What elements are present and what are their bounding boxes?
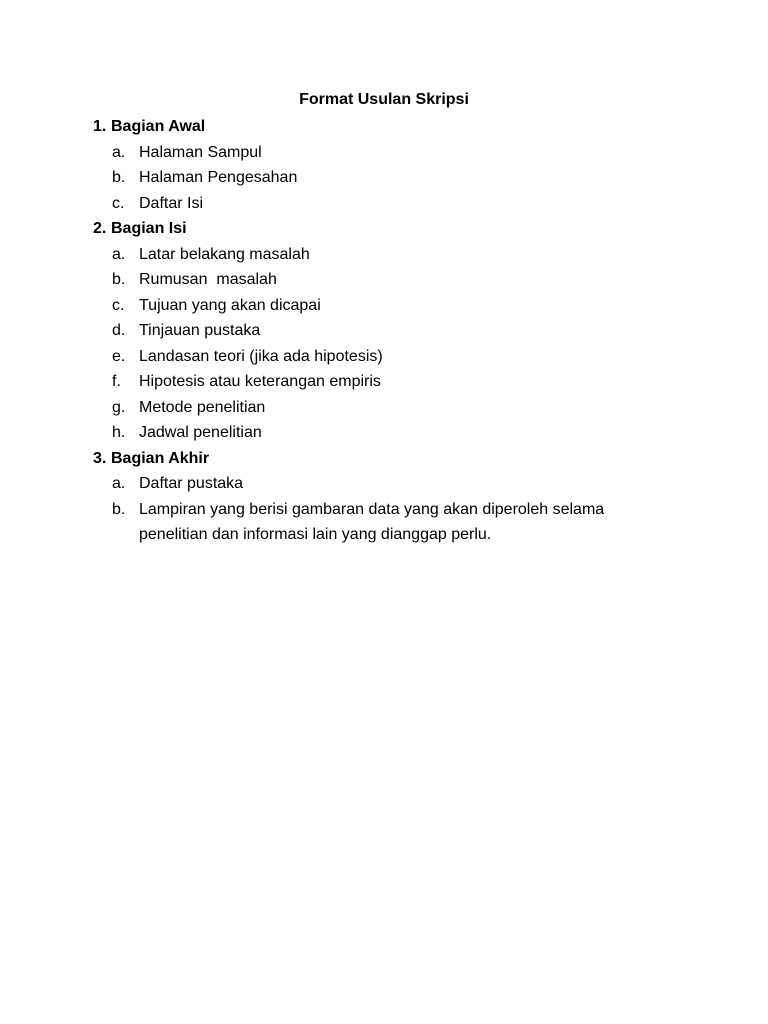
list-item [93, 344, 673, 370]
item-marker: b. [112, 271, 126, 288]
item-text: Lampiran yang berisi gambaran data yang akan diperoleh selama penelitian dan informasi lain yang dianggap perlu. [139, 500, 605, 543]
item-marker: e. [112, 347, 126, 365]
item-text: Jadwal penelitian [139, 424, 262, 441]
item-marker: g. [112, 398, 126, 416]
list-item [93, 395, 673, 421]
section-title: Bagian Isi [111, 220, 187, 237]
section-bagian-isi [93, 216, 673, 446]
item-text: Landasan teori (jika ada hipotesis) [139, 347, 383, 365]
item-text: Metode penelitian [139, 398, 266, 416]
list-item [93, 191, 673, 217]
list-item [93, 267, 673, 293]
item-text: Halaman Pengesahan [139, 169, 298, 186]
list-item [93, 165, 673, 191]
list-item [93, 242, 673, 268]
item-marker: f. [112, 373, 121, 390]
list-item [93, 497, 673, 548]
section-bagian-awal [93, 114, 673, 216]
section-items [93, 140, 673, 217]
list-item [93, 369, 673, 395]
section-bagian-akhir [93, 446, 673, 548]
section-items [93, 242, 673, 446]
list-item [93, 420, 673, 446]
item-marker: b. [112, 500, 126, 518]
item-marker: d. [112, 322, 126, 339]
item-marker: b. [112, 169, 126, 186]
section-title: Bagian Akhir [111, 449, 210, 467]
item-text: Daftar Isi [139, 194, 204, 212]
section-items [93, 471, 673, 548]
item-text: Daftar pustaka [139, 475, 244, 492]
item-marker: c. [112, 194, 125, 212]
item-text: Hipotesis atau keterangan empiris [139, 373, 381, 390]
section-heading [93, 446, 673, 472]
section-heading [93, 216, 673, 242]
document-title: Format Usulan Skripsi [299, 91, 469, 108]
item-marker: a. [112, 475, 126, 492]
list-item [93, 140, 673, 166]
section-title: Bagian Awal [111, 118, 206, 135]
item-marker: h. [112, 424, 126, 441]
item-text: Rumusan masalah [139, 271, 277, 288]
section-heading [93, 114, 673, 140]
item-text: Tujuan yang akan dicapai [139, 296, 321, 314]
item-text: Tinjauan pustaka [139, 322, 261, 339]
list-item [93, 318, 673, 344]
item-marker: c. [112, 296, 125, 314]
section-number: 1. [93, 118, 107, 135]
item-text: Latar belakang masalah [139, 245, 310, 263]
section-number: 3. [93, 449, 107, 467]
item-marker: a. [112, 245, 126, 263]
section-number: 2. [93, 220, 107, 237]
item-marker: a. [112, 143, 126, 161]
outline [93, 114, 673, 548]
list-item [93, 293, 673, 319]
item-text: Halaman Sampul [139, 143, 262, 161]
list-item [93, 471, 673, 497]
